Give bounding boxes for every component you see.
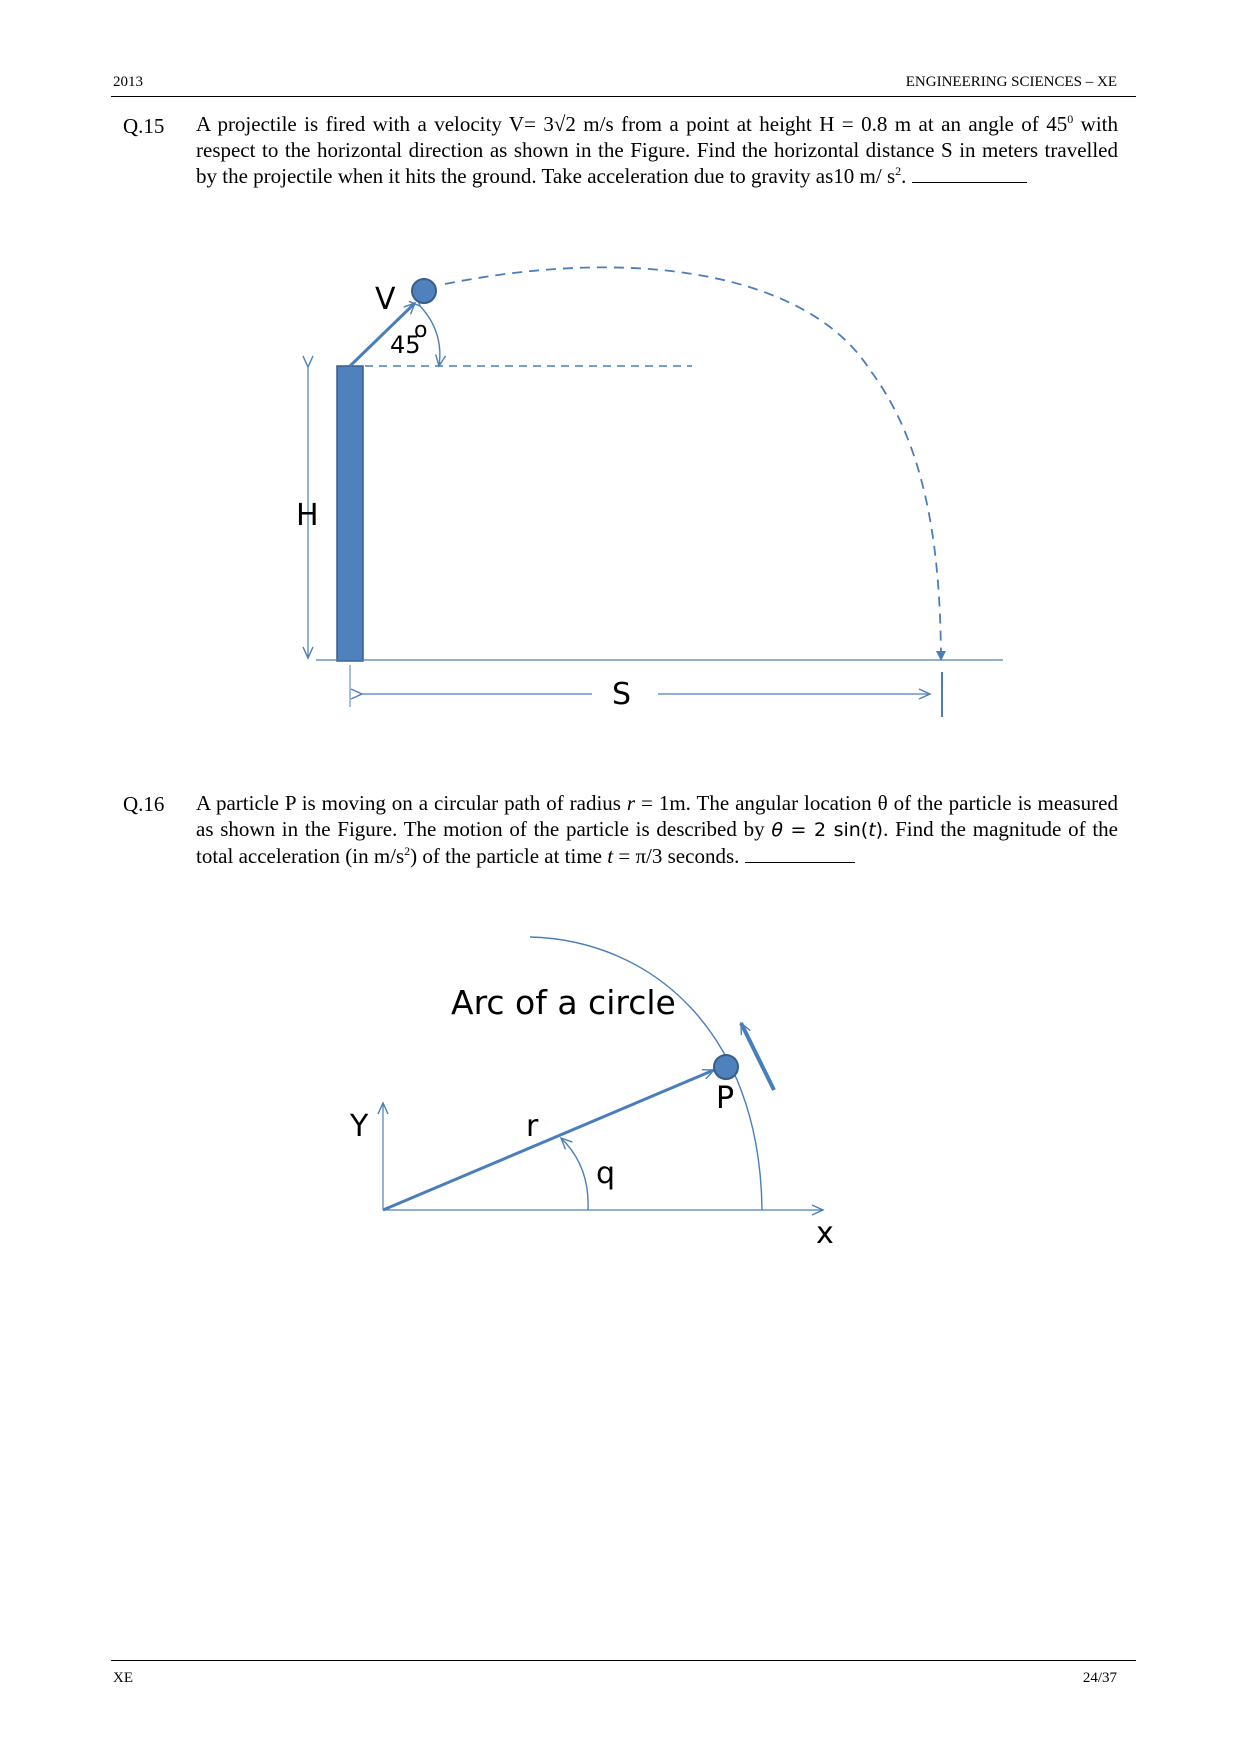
footer-rule: [111, 1660, 1136, 1661]
label-theta: q: [596, 1156, 616, 1191]
label-x: x: [816, 1216, 834, 1251]
header-year: 2013: [113, 74, 143, 90]
projectile-figure: [296, 267, 1003, 717]
label-v: V: [375, 282, 396, 317]
circular-path-figure: [349, 937, 834, 1251]
question-15-text: A projectile is fired with a velocity V= 3√2 m/s from a point at height H = 0.8 m at an angle of $45^0$ with respect to the horizontal direction as shown in the Figure. Find the horizontal distance S in meters travelled by the projectile when it hits the ground. Take acceleration due to gravity as10 m/ $s^2$.: [196, 112, 1118, 188]
label-angle-45: 45: [390, 331, 421, 359]
label-degree: o: [414, 318, 428, 343]
tower: [337, 366, 363, 661]
answer-blank-16[interactable]: [745, 860, 855, 863]
question-16-text: A particle P is moving on a circular path of radius r = 1m. The angular location θ of the particle is measured as shown in the Figure. The motion of the particle is described by θ = 2 sin(t). Find the magnitude of the total acceleration (in $m/s^2$) of the particle at time t = π/3 seconds.: [196, 791, 1119, 868]
motion-equation: θ = 2 sin(t): [771, 819, 884, 841]
label-p: P: [716, 1081, 735, 1116]
velocity-direction-arrow: [741, 1023, 774, 1090]
footer-paper-code: XE: [113, 1670, 133, 1686]
footer-page-number: 24/37: [1082, 1670, 1117, 1686]
trajectory-curve: [445, 267, 941, 656]
theta-angle-arc: [561, 1138, 588, 1210]
question-16-number: Q.16: [123, 792, 165, 816]
label-y: Y: [350, 1109, 369, 1144]
label-arc-of-circle: Arc of a circle: [451, 983, 676, 1022]
radius-vector: [383, 1070, 714, 1210]
label-r: r: [526, 1109, 539, 1144]
label-s: S: [612, 677, 632, 712]
question-15-number: Q.15: [123, 114, 165, 138]
header-title: ENGINEERING SCIENCES – XE: [905, 74, 1117, 90]
label-h: H: [296, 498, 319, 533]
projectile-ball: [412, 279, 436, 303]
particle-p: [714, 1055, 738, 1079]
